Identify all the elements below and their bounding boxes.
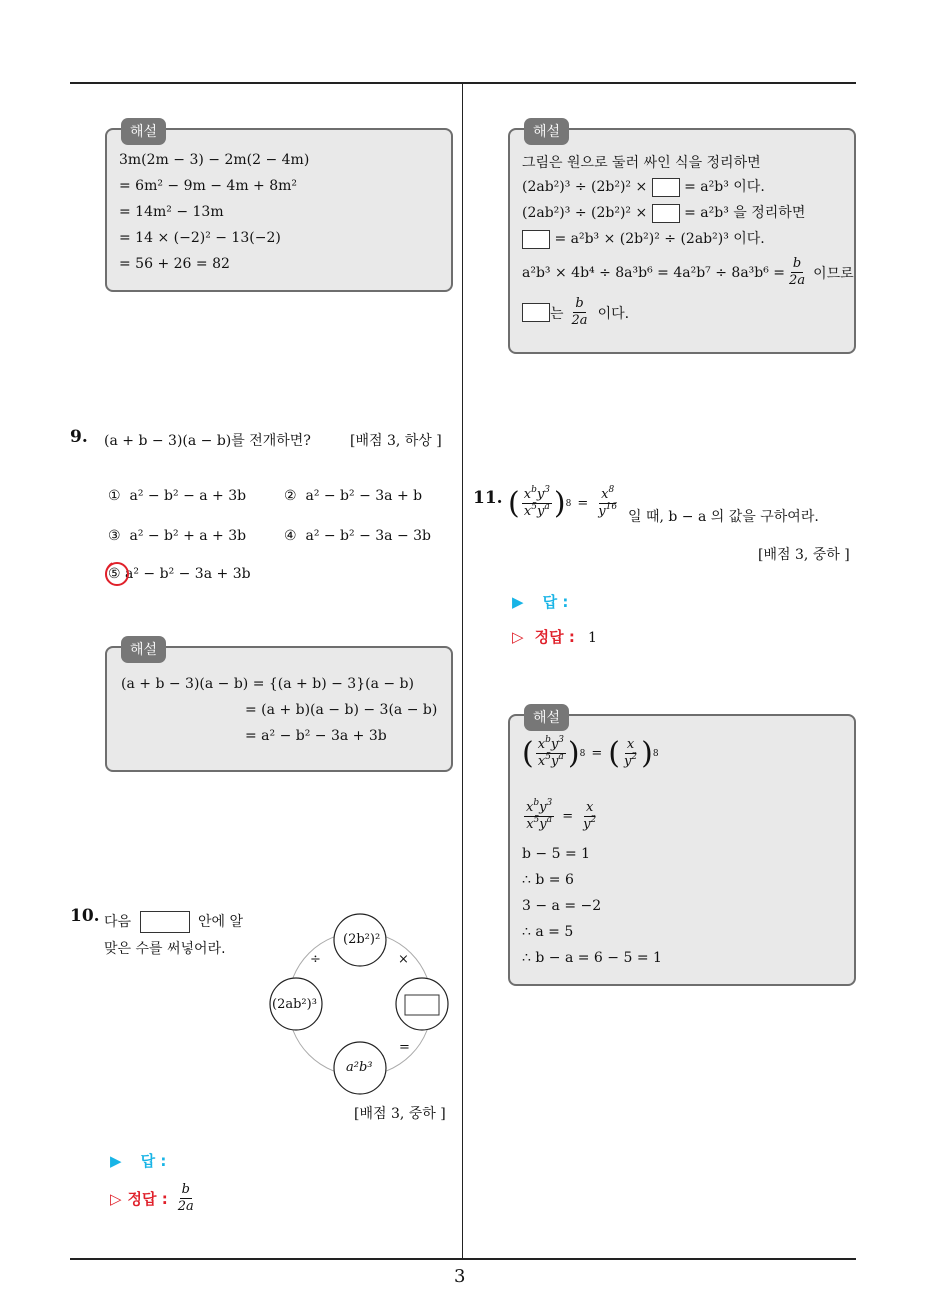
fraction-denominator: 2a bbox=[571, 313, 588, 328]
solution-line: = 56 + 26 = 82 bbox=[119, 256, 230, 272]
column-divider bbox=[462, 84, 463, 1259]
option-expr: a² − b² − a + 3b bbox=[129, 488, 247, 504]
solution-text: = a²b³ 이다. bbox=[684, 179, 765, 195]
solution-text: = a²b³ 을 정리하면 bbox=[684, 205, 806, 221]
correct-label: 정답 : bbox=[127, 1190, 168, 1208]
solution-tag: 해설 bbox=[121, 636, 166, 663]
option-2[interactable] bbox=[284, 488, 422, 504]
solution-tag: 해설 bbox=[121, 118, 166, 145]
selected-answer-circle-icon bbox=[102, 559, 132, 589]
solution-line: = 14 × (−2)² − 13(−2) bbox=[119, 230, 281, 246]
option-expr: a² − b² + a + 3b bbox=[129, 528, 247, 544]
question-formula-11: ( $\frac{x^by^3}{x^5y^a}$ ) 8 = $\frac{x^8}{y^{16}}$ bbox=[508, 485, 618, 521]
option-expr: a² − b² − 3a − 3b bbox=[305, 528, 432, 544]
outline-arrow-icon: ▷ bbox=[110, 1189, 122, 1208]
fraction-numerator: b bbox=[181, 1182, 190, 1197]
diagram-bottom-term: a²b³ bbox=[346, 1060, 373, 1075]
outline-arrow-icon: ▷ bbox=[512, 628, 524, 646]
solution-line bbox=[522, 256, 854, 289]
option-mark: ④ bbox=[284, 528, 297, 544]
solution-fraction bbox=[570, 296, 590, 329]
correct-label: 정답 : bbox=[534, 628, 575, 646]
fraction-numerator: b bbox=[575, 296, 584, 311]
solution-fraction bbox=[787, 256, 807, 289]
solution-text: 는 bbox=[550, 305, 564, 322]
solution-text: 이므로 bbox=[813, 265, 854, 282]
solution-line: 그림은 원으로 둘러 싸인 식을 정리하면 bbox=[522, 155, 761, 171]
solution-line: = a² − b² − 3a + 3b bbox=[245, 728, 387, 744]
option-expr: a² − b² − 3a + b bbox=[305, 488, 423, 504]
diagram-divide-sign: ÷ bbox=[310, 952, 321, 967]
answer-label: 답 : bbox=[140, 1152, 167, 1170]
question-number-10: 10. bbox=[70, 906, 100, 926]
solution-formula: ( $\frac{x^by^3}{x^5y^a}$ ) 8 = ( $\frac{x}{y^2}$ ) 8 bbox=[522, 735, 659, 771]
diagram-multiply-sign: × bbox=[398, 952, 409, 967]
fraction-denominator: 2a bbox=[177, 1199, 194, 1214]
solution-line: 3m(2m − 3) − 2m(2 − 4m) bbox=[119, 152, 310, 168]
option-3[interactable] bbox=[108, 528, 246, 544]
correct-fraction bbox=[176, 1182, 196, 1215]
solution-line bbox=[522, 176, 765, 197]
solution-line: ∴ b − a = 6 − 5 = 1 bbox=[522, 950, 662, 966]
option-mark: ⑤ bbox=[108, 566, 121, 582]
solution-blank bbox=[522, 230, 550, 249]
correct-answer-row-10 bbox=[110, 1182, 198, 1215]
solution-line: (a + b − 3)(a − b) = {(a + b) − 3}(a − b) bbox=[121, 676, 414, 692]
correct-value: 1 bbox=[587, 630, 597, 646]
solution-line: 3 − a = −2 bbox=[522, 898, 602, 914]
solution-line bbox=[522, 296, 629, 329]
fraction-denominator: 2a bbox=[789, 273, 806, 288]
solution-line: ∴ a = 5 bbox=[522, 924, 574, 940]
page-number: 3 bbox=[454, 1266, 466, 1287]
play-arrow-icon: ▶ bbox=[110, 1152, 122, 1170]
diagram-equal-sign: = bbox=[399, 1040, 410, 1055]
top-rule bbox=[70, 82, 856, 84]
solution-box-q10 bbox=[508, 124, 856, 354]
solution-line bbox=[522, 202, 805, 223]
question-text-10-line2: 맞은 수를 써넣어라. bbox=[104, 941, 226, 957]
fraction-numerator: b bbox=[792, 256, 802, 271]
correct-answer-row-11 bbox=[512, 626, 597, 647]
question-text-9: (a + b − 3)(a − b)를 전개하면? bbox=[104, 433, 311, 449]
answer-row-11[interactable] bbox=[512, 591, 568, 612]
answer-label: 답 : bbox=[542, 593, 569, 611]
solution-text: (2ab²)³ ÷ (2b²)² × bbox=[522, 179, 648, 195]
question-text-10 bbox=[104, 911, 243, 933]
play-arrow-icon: ▶ bbox=[512, 593, 524, 611]
solution-tag: 해설 bbox=[524, 704, 569, 731]
question-meta-9: [배점 3, 하상 ] bbox=[350, 433, 442, 449]
question-text-11: 일 때, b − a 의 값을 구하여라. bbox=[628, 509, 819, 525]
solution-text: 이다. bbox=[597, 305, 630, 322]
answer-blank-box bbox=[140, 911, 190, 933]
question-meta-11: [배점 3, 중하 ] bbox=[758, 547, 850, 563]
solution-line: b − 5 = 1 bbox=[522, 846, 591, 862]
solution-box-q9 bbox=[105, 642, 453, 772]
option-mark: ① bbox=[108, 488, 121, 504]
question-number-11: 11. bbox=[473, 488, 503, 508]
option-mark: ③ bbox=[108, 528, 121, 544]
question-meta-10: [배점 3, 중하 ] bbox=[354, 1106, 446, 1122]
solution-box-q8 bbox=[105, 124, 453, 292]
solution-text: a²b³ × 4b⁴ ÷ 8a³b⁶ = 4a²b⁷ ÷ 8a³b⁶ = bbox=[522, 264, 786, 281]
solution-blank bbox=[652, 178, 680, 197]
question-text-part: 안에 알 bbox=[197, 914, 243, 930]
solution-text: = a²b³ × (2b²)² ÷ (2ab²)³ 이다. bbox=[554, 231, 765, 247]
solution-line bbox=[522, 228, 765, 249]
option-mark: ② bbox=[284, 488, 297, 504]
option-expr: a² − b² − 3a + 3b bbox=[125, 566, 251, 582]
solution-line: ∴ b = 6 bbox=[522, 872, 574, 888]
solution-tag: 해설 bbox=[524, 118, 569, 145]
answer-row-10[interactable] bbox=[110, 1150, 166, 1171]
bottom-rule bbox=[70, 1258, 856, 1260]
solution-box-q11 bbox=[508, 710, 856, 986]
diagram-top-term: (2b²)² bbox=[343, 932, 381, 947]
option-4[interactable] bbox=[284, 528, 431, 544]
question-text-part: 다음 bbox=[104, 914, 132, 930]
solution-line: = 14m² − 13m bbox=[119, 204, 224, 220]
question-number-9: 9. bbox=[70, 427, 88, 447]
option-1[interactable] bbox=[108, 488, 246, 504]
solution-formula: $\frac{x^by^3}{x^5y^a}$ = $\frac{x}{y^2}$ bbox=[526, 798, 597, 832]
solution-blank bbox=[652, 204, 680, 223]
solution-text: (2ab²)³ ÷ (2b²)² × bbox=[522, 205, 648, 221]
solution-line: = 6m² − 9m − 4m + 8m² bbox=[119, 178, 298, 194]
diagram-left-term: (2ab²)³ bbox=[272, 997, 317, 1012]
solution-blank bbox=[522, 303, 550, 322]
solution-line: = (a + b)(a − b) − 3(a − b) bbox=[245, 702, 438, 718]
